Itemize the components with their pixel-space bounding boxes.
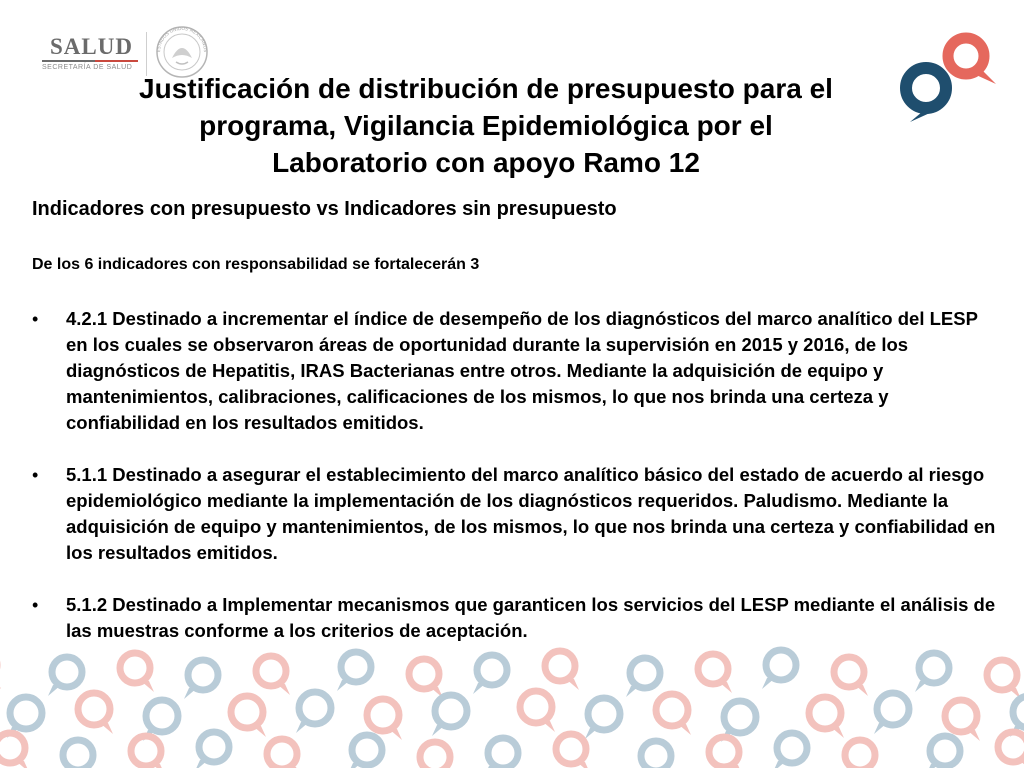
pattern-ring-icon [352, 735, 382, 765]
pattern-ring-icon [1013, 696, 1024, 728]
slide-title [60, 70, 912, 181]
slide-subtitle: Indicadores con presupuesto vs Indicadores sin presupuesto [32, 198, 617, 220]
salud-logo-text: SALUD [50, 34, 133, 59]
intro-text: De los 6 indicadores con responsabilidad se fortalecerán 3 [32, 256, 480, 273]
pattern-ring-icon [52, 657, 82, 687]
pattern-ring-icon [520, 691, 552, 723]
bullet-icon: • [32, 465, 39, 485]
indicator-item [32, 306, 1000, 436]
pattern-ring-icon [724, 701, 756, 733]
pattern-ring-icon [120, 653, 150, 683]
slide-title-line-2: programa, Vigilancia Epidemiológica por el [199, 110, 773, 141]
pattern-ring-icon [267, 739, 297, 768]
pattern-ring-icon [556, 734, 586, 764]
pattern-ring-icon [188, 660, 218, 690]
pattern-ring-icon [545, 651, 575, 681]
pattern-ring-icon [488, 738, 518, 768]
pattern-ring-icon [630, 658, 660, 688]
pattern-ring-icon [146, 700, 178, 732]
pattern-ring-icon [367, 699, 399, 731]
pattern-ring-icon [131, 736, 161, 766]
slide-title-line-3: Laboratorio con apoyo Ramo 12 [272, 147, 700, 178]
pattern-ring-icon [998, 732, 1024, 762]
pattern-ring-icon [78, 693, 110, 725]
salud-logo-subtext: SECRETARÍA DE SALUD [42, 64, 133, 71]
pattern-ring-icon [10, 697, 42, 729]
pattern-ring-icon [63, 740, 93, 768]
slide-title-line-1: Justificación de distribución de presupuesto para el [139, 73, 833, 104]
pattern-ring-icon [477, 655, 507, 685]
indicator-text: 5.1.2 Destinado a Implementar mecanismos que garanticen los servicios del LESP mediante el análisis de las muestras conforme a los criterios de aceptación. [66, 594, 996, 641]
salud-logo-rule [42, 60, 138, 62]
pattern-ring-icon [435, 695, 467, 727]
seal-text: ESTADOS UNIDOS MEXICANOS [156, 26, 208, 53]
pattern-ring-icon [420, 742, 450, 768]
decorative-circle-pattern [0, 640, 1024, 768]
pattern-ring-icon [809, 697, 841, 729]
pattern-ring-icon [409, 659, 439, 689]
pattern-ring-icon [777, 733, 807, 763]
pattern-ring-icon [766, 650, 796, 680]
pattern-tail-icon [195, 760, 208, 768]
pattern-ring-icon [341, 652, 371, 682]
pattern-ring-icon [698, 654, 728, 684]
indicator-item [32, 462, 1000, 566]
pattern-ring-icon [709, 737, 739, 767]
pattern-ring-icon [231, 696, 263, 728]
pattern-ring-icon [930, 736, 960, 766]
pattern-ring-icon [845, 740, 875, 768]
pattern-ring-icon [641, 741, 671, 768]
indicator-item [32, 592, 1000, 644]
pattern-tail-icon [0, 678, 1, 689]
pattern-ring-icon [199, 732, 229, 762]
indicator-text: 5.1.1 Destinado a asegurar el establecimiento del marco analítico básico del estado de acuerdo al riesgo epidemiológico mediante la implementación de los diagnósticos requeridos. Paludismo. Mediante la adquisición de equipo y mantenimientos, de los mismos, lo que nos brinda una certeza y confiabilidad en los resultados emitidos. [66, 464, 996, 563]
indicator-text: 4.2.1 Destinado a incrementar el índice de desempeño de los diagnósticos del marco analítico del LESP en los cuales se observaron áreas de oportunidad durante la supervisión en 2015 y 2016, de los diagnósticos de Hepatitis, IRAS Bacterianas entre otros. Mediante la adquisición de equipo y mantenimientos, calibraciones, calificaciones de los mismos, lo que nos brinda una certeza y confiabilidad en los resultados emitidos. [66, 308, 978, 433]
pattern-ring-icon [0, 733, 25, 763]
pattern-ring-icon [877, 693, 909, 725]
pattern-ring-icon [256, 656, 286, 686]
pattern-ring-icon [987, 660, 1017, 690]
pattern-ring-icon [299, 692, 331, 724]
pattern-ring-icon [945, 700, 977, 732]
bullet-icon: • [32, 309, 39, 329]
pattern-ring-icon [919, 653, 949, 683]
pattern-ring-icon [656, 694, 688, 726]
pattern-ring-icon [834, 657, 864, 687]
bullet-icon: • [32, 595, 39, 615]
pattern-group [0, 650, 1024, 768]
indicator-list [32, 306, 1000, 670]
pattern-ring-icon [588, 698, 620, 730]
